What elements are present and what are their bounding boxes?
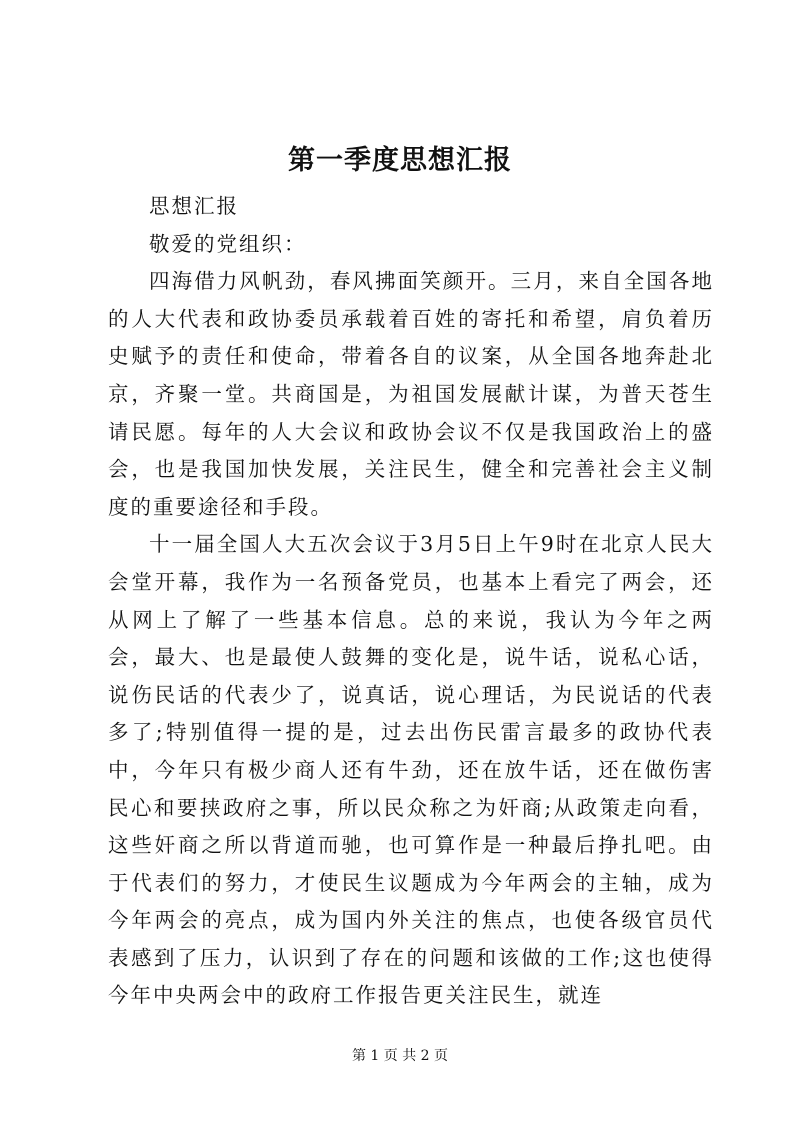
document-body <box>108 188 714 1015</box>
paragraph: 四海借力风帆劲，春风拂面笑颜开。三月，来自全国各地的人大代表和政协委员承载着百姓的寄托和希望，肩负着历史赋予的责任和使命，带着各自的议案，从全国各地奔赴北京，齐聚一堂。共商国是，为祖国发展献计谋，为普天苍生请民愿。每年的人大会议和政协会议不仅是我国政治上的盛会，也是我国加快发展，关注民生，健全和完善社会主义制度的重要途径和手段。 <box>108 269 714 519</box>
page-title: 第一季度思想汇报 <box>288 145 512 176</box>
paragraph-salutation: 敬爱的党组织： <box>149 231 307 256</box>
page-footer: 第 1 页 共 2 页 <box>351 1048 449 1064</box>
paragraph: 十一届全国人大五次会议于3月5日上午9时在北京人民大会堂开幕，我作为一名预备党员，也基本上看完了两会，还从网上了解了一些基本信息。总的来说，我认为今年之两会，最大、也是最使人鼓舞的变化是，说牛话，说私心话，说伤民话的代表少了，说真话，说心理话，为民说话的代表多了;特别值得一提的是，过去出伤民雷言最多的政协代表中，今年只有极少商人还有牛劲，还在放牛话，还在做伤害民心和要挟政府之事，所以民众称之为奸商;从政策走向看，这些奸商之所以背道而驰，也可算作是一种最后挣扎吧。由于代表们的努力，才使民生议题成为今年两会的主轴，成为今年两会的亮点，成为国内外关注的焦点，也使各级官员代表感到了压力，认识到了存在的问题和该做的工作;这也使得今年中央两会中的政府工作报告更关注民生，就连 <box>108 532 714 1008</box>
paragraph-heading: 思想汇报 <box>149 194 239 218</box>
